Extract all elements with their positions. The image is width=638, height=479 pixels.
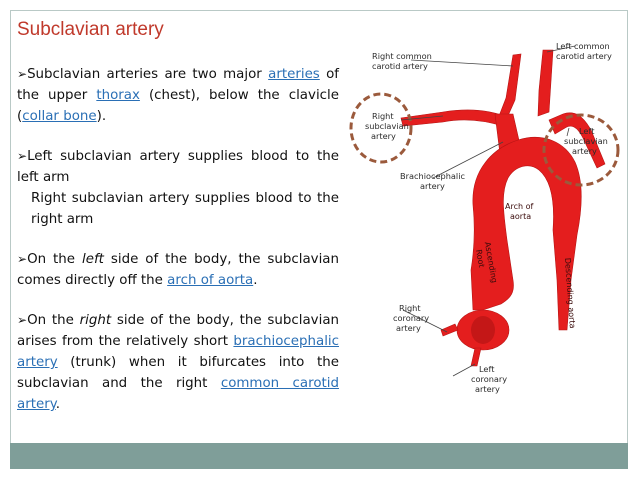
label-right-common-carotid-2: carotid artery: [372, 61, 428, 71]
text-content: [17, 64, 339, 434]
paragraph-left-supply: ➢Left subclavian artery supplies blood to the left arm: [17, 149, 339, 185]
label-arch-of-aorta-1: Arch of: [505, 202, 534, 211]
label-left-coronary-3: artery: [475, 384, 500, 394]
label-left-subclavian-3: artery: [572, 146, 597, 156]
link-collar-bone[interactable]: collar bone: [22, 109, 97, 124]
right-common-carotid-vessel: [499, 54, 521, 118]
paragraph-right-side: ➢On the right side of the body, the subclavian arises from the relatively short brachiocephalic artery (trunk) when it bifurcates into the subclavian and the right common carotid artery.: [17, 313, 340, 412]
arrow-bullet-icon: ➢: [17, 67, 28, 81]
label-right-coronary-1: Right: [399, 303, 421, 313]
label-left-subclavian-2: subclavian: [564, 136, 608, 146]
svg-text:Ascending: Ascending: [482, 241, 499, 284]
label-brachiocephalic-1: Brachiocephalic: [400, 171, 465, 181]
label-left-common-carotid-2: carotid artery: [556, 51, 612, 61]
label-arch-of-aorta-2: aorta: [510, 212, 532, 221]
label-left-coronary-1: Left: [479, 364, 495, 374]
right-subclavian-vessel: [401, 110, 509, 126]
link-arch-of-aorta[interactable]: arch of aorta: [167, 273, 254, 288]
label-right-subclavian-3: artery: [371, 131, 396, 141]
left-common-carotid-vessel: [538, 50, 553, 116]
aorta-vessel: [471, 137, 581, 330]
label-left-subclavian-1: Left: [579, 126, 595, 136]
label-right-coronary-2: coronary: [393, 313, 430, 323]
label-left-coronary-2: coronary: [471, 374, 508, 384]
arrow-bullet-icon: ➢: [17, 313, 28, 327]
paragraph-right-supply: Right subclavian artery supplies blood to the right arm: [31, 191, 339, 227]
link-arteries[interactable]: arteries: [268, 67, 320, 82]
arrow-bullet-icon: ➢: [17, 252, 28, 266]
label-brachiocephalic-2: artery: [420, 181, 445, 191]
label-left-common-carotid-1: Left common: [556, 41, 610, 51]
svg-text:Descending aorta: Descending aorta: [563, 257, 577, 329]
aortic-root-opening: [471, 316, 495, 344]
label-right-subclavian-2: subclavian: [365, 121, 409, 131]
link-brachiocephalic-artery[interactable]: brachiocephalic artery: [17, 334, 339, 370]
label-right-subclavian-1: Right: [372, 111, 394, 121]
link-common-carotid-artery[interactable]: common carotid artery: [17, 376, 339, 412]
svg-text:Root: Root: [474, 248, 487, 269]
slide-title: Subclavian artery: [17, 19, 164, 40]
paragraph-left-side: ➢On the left side of the body, the subclavian comes directly off the arch of aorta.: [17, 252, 339, 288]
aortic-arch-diagram: [343, 30, 628, 410]
link-thorax[interactable]: thorax: [96, 88, 140, 103]
paragraph-definition: ➢Subclavian arteries are two major arteries of the upper thorax (chest), below the clavicle (collar bone).: [17, 67, 340, 124]
footer-bar: [10, 443, 628, 469]
arrow-bullet-icon: ➢: [17, 149, 28, 163]
label-right-coronary-3: artery: [396, 323, 421, 333]
label-right-common-carotid-1: Right common: [372, 51, 432, 61]
